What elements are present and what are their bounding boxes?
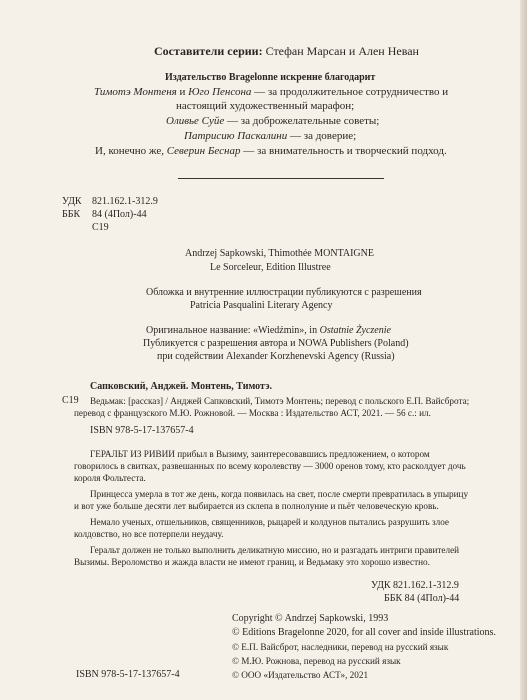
catalog-line-1: Ведьмак: [рассказ] / Анджей Сапковский, Тимотэ Монтень; перевод с польского Е.П. Вайсброта;	[90, 396, 470, 406]
thanks-text: — за продолжительное сотрудничество и	[254, 86, 449, 98]
original-work: Ostatnie Życzenie	[319, 325, 391, 336]
bottom-bbk: ББК 84 (4Пол)-44	[384, 593, 460, 604]
annotation-p4-l1: Геральт должен не только выполнить деликатную миссию, но и разгадать интриги правителей	[90, 545, 460, 555]
thanks-name: Тимотэ Монтеня	[94, 86, 177, 98]
illustrations-line-1: Обложка и внутренние иллюстрации публикуются с разрешения	[146, 287, 422, 298]
annotation-p1-l2: говорилось в свитках, развешанных по всему королевству — 3000 оренов тому, кто расколдует дочь	[74, 461, 466, 471]
thanks-conjunction: и	[179, 86, 186, 98]
original-title	[146, 324, 391, 337]
page-edge	[520, 0, 527, 700]
divider	[178, 178, 384, 179]
annotation-p3-l2: колдовство, но все потерпели неудачу.	[74, 529, 224, 539]
copyright-line-1: Copyright © Andrzej Sapkowski, 1993	[232, 613, 389, 624]
credits-authors: Andrzej Sapkowski, Thimothée MONTAIGNE	[185, 248, 374, 259]
udk-label: УДК	[62, 196, 82, 207]
annotation-p2-l2: и вот уже больше десяти лет выбирается из склепа в полнолуние и пьёт человеческую кровь.	[74, 501, 439, 511]
published-line-2: при содействии Alexander Korzhenevski Agency (Russia)	[157, 351, 395, 362]
series-label: Составители серии:	[154, 44, 263, 58]
catalog-heading: Сапковский, Анджей. Монтень, Тимотэ.	[90, 381, 273, 392]
catalog-line-2: перевод с французского М.Ю. Рожновой. — Москва : Издательство АСТ, 2021. — 56 с.: ил.	[74, 408, 431, 418]
author-sign: С19	[92, 222, 109, 233]
annotation-p1-l1: ГЕРАЛЬТ ИЗ РИВИИ прибыл в Вызиму, заинтересовавшись предложением, о котором	[90, 449, 430, 459]
thanks-name: Юго Пенсона	[188, 86, 252, 98]
thanks-name: Северин Беснар	[166, 145, 241, 157]
thanks-name: Патрисию Паскалини	[184, 130, 288, 142]
thanks-line-3	[166, 114, 379, 128]
annotation-p3-l1: Немало ученых, отшельников, священников, рыцарей и колдунов пытались разрушить злое	[90, 517, 450, 527]
published-line-1: Публикуется с разрешения автора и NOWA Publishers (Poland)	[143, 338, 409, 349]
thanks-line-5	[95, 144, 447, 158]
thanks-text: — за доброжелательные советы;	[227, 115, 380, 127]
annotation-p2-l1: Принцесса умерла в тот же день, когда появилась на свет, после смерти превратилась в упырицу	[90, 489, 469, 499]
catalog-sign: С19	[62, 395, 79, 406]
original-label: Оригинальное название: «Wiedźmin», in	[146, 325, 318, 336]
catalog-isbn: ISBN 978-5-17-137657-4	[90, 425, 194, 436]
annotation-p4-l2: Вызимы. Вероломство и жажда власти не имеют границ, и Ведьмаку это хорошо известно.	[74, 557, 430, 567]
bbk-label: ББК	[62, 209, 81, 220]
illustrations-line-2: Patricia Pasqualini Literary Agency	[190, 300, 333, 311]
series-compilers	[154, 44, 419, 59]
thanks-line-4	[184, 129, 356, 143]
copyright-line-5: © ООО «Издательство АСТ», 2021	[232, 670, 369, 680]
annotation-p1-l3: короля Фольтеста.	[74, 473, 146, 483]
series-names: Стефан Марсан и Ален Неван	[265, 44, 419, 58]
copyright-line-2: © Editions Bragelonne 2020, for all cover and inside illustrations.	[232, 627, 496, 638]
copyright-line-3: © Е.П. Вайсброт, наследники, перевод на русский язык	[232, 642, 449, 652]
credits-edition: Le Sorceleur, Edition Illustree	[210, 262, 331, 273]
thanks-text: — за внимательность и творческий подход.	[243, 145, 447, 157]
thanks-name: Оливье Суйе	[166, 115, 225, 127]
copyright-line-4: © М.Ю. Рожнова, перевод на русский язык	[232, 656, 401, 666]
bbk-value: 84 (4Пол)-44	[92, 209, 147, 220]
thanks-text: И, конечно же,	[95, 145, 164, 157]
thanks-heading: Издательство Bragelonne искренне благодарит	[165, 72, 376, 83]
copyright-isbn: ISBN 978-5-17-137657-4	[76, 669, 180, 680]
thanks-line-2: настоящий художественный марафон;	[176, 100, 355, 112]
thanks-line-1	[94, 85, 448, 99]
bottom-udk: УДК 821.162.1-312.9	[371, 580, 459, 591]
thanks-text: — за доверие;	[289, 130, 357, 142]
udk-value: 821.162.1-312.9	[92, 196, 158, 207]
